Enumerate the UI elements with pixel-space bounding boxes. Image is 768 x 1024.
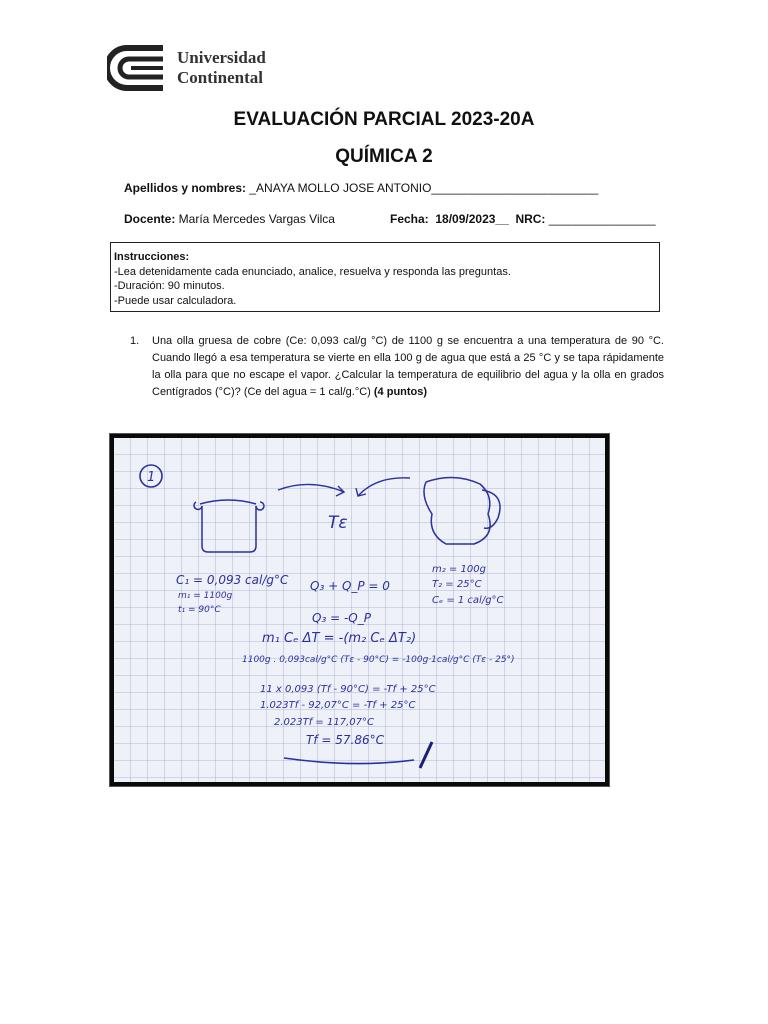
- course-title: QUÍMICA 2: [335, 146, 433, 167]
- logo-line2: Continental: [177, 68, 263, 87]
- hw-eq1: Q₃ + Q_P = 0: [310, 579, 390, 593]
- hw-number: 1: [147, 470, 156, 485]
- student-name: _ANAYA MOLLO JOSE ANTONIO_________________________: [246, 181, 599, 195]
- teacher-row: [124, 212, 664, 226]
- hw-eq2: Q₃ = -Q_P: [312, 611, 371, 625]
- hw-left-data: t₁ = 90°C: [178, 605, 221, 615]
- handwritten-solution-photo: [110, 434, 609, 786]
- hw-te: Tε: [328, 513, 348, 533]
- instruction-line: -Duración: 90 minutos.: [114, 280, 225, 292]
- date-label: Fecha:: [390, 212, 429, 226]
- hw-eq5: 11 x 0,093 (Tf - 90°C) = -Tf + 25°C: [260, 684, 436, 695]
- instructions-box: [110, 242, 660, 312]
- continental-logo-icon: [107, 44, 167, 92]
- teacher-name: María Mercedes Vargas Vilca: [175, 212, 335, 226]
- question-points: (4 puntos): [373, 386, 428, 398]
- instructions-heading: Instrucciones:: [114, 251, 190, 263]
- hw-eq7: 2.023Tf = 117,07°C: [274, 717, 374, 728]
- graph-paper: [114, 438, 605, 782]
- student-label: Apellidos y nombres:: [124, 181, 247, 195]
- question-text: Una olla gruesa de cobre (Ce: 0,093 cal/g °C) de 1100 g se encuentra a una temperatura de 90 °C. Cuando llegó a esa temperatura se vierte en ella 100 g de agua que está a 25 °C y se tapa rápidamente la olla para que no escape el vapor. ¿Calcular la temperatura de equilibrio del agua y la olla en grados Centígrados (°C)? (Ce del agua = 1 cal/g.°C): [152, 335, 664, 398]
- university-logo: [107, 44, 266, 92]
- hw-left-data: m₁ = 1100g: [178, 591, 233, 601]
- exam-title: EVALUACIÓN PARCIAL 2023-20A: [233, 109, 535, 130]
- question-1: [130, 333, 664, 401]
- hw-eq6: 1.023Tf - 92,07°C = -Tf + 25°C: [260, 700, 416, 711]
- logo-line1: Universidad: [177, 48, 266, 67]
- hw-right-data: T₂ = 25°C: [432, 579, 482, 590]
- hw-eq3: m₁ Cₑ ΔT = -(m₂ Cₑ ΔT₂): [262, 631, 417, 646]
- date-value: 18/09/2023__: [435, 212, 509, 226]
- hw-right-data: Cₑ = 1 cal/g°C: [432, 595, 504, 606]
- instruction-line: -Puede usar calculadora.: [114, 294, 237, 307]
- teacher-label: Docente:: [124, 212, 176, 226]
- nrc-value: ________________: [545, 212, 656, 226]
- hw-eq4: 1100g . 0,093cal/g°C (Tε - 90°C) = -100g·1cal/g°C (Tε - 25°): [242, 655, 515, 665]
- nrc-label: NRC:: [515, 212, 546, 226]
- hw-right-data: m₂ = 100g: [432, 564, 486, 575]
- question-number: 1.: [130, 335, 140, 347]
- instruction-line: -Lea detenidamente cada enunciado, analice, resuelva y responda las preguntas.: [114, 265, 511, 278]
- hw-left-data: C₁ = 0,093 cal/g°C: [176, 573, 289, 587]
- hw-result: Tf = 57.86°C: [306, 733, 384, 747]
- student-row: [124, 181, 598, 195]
